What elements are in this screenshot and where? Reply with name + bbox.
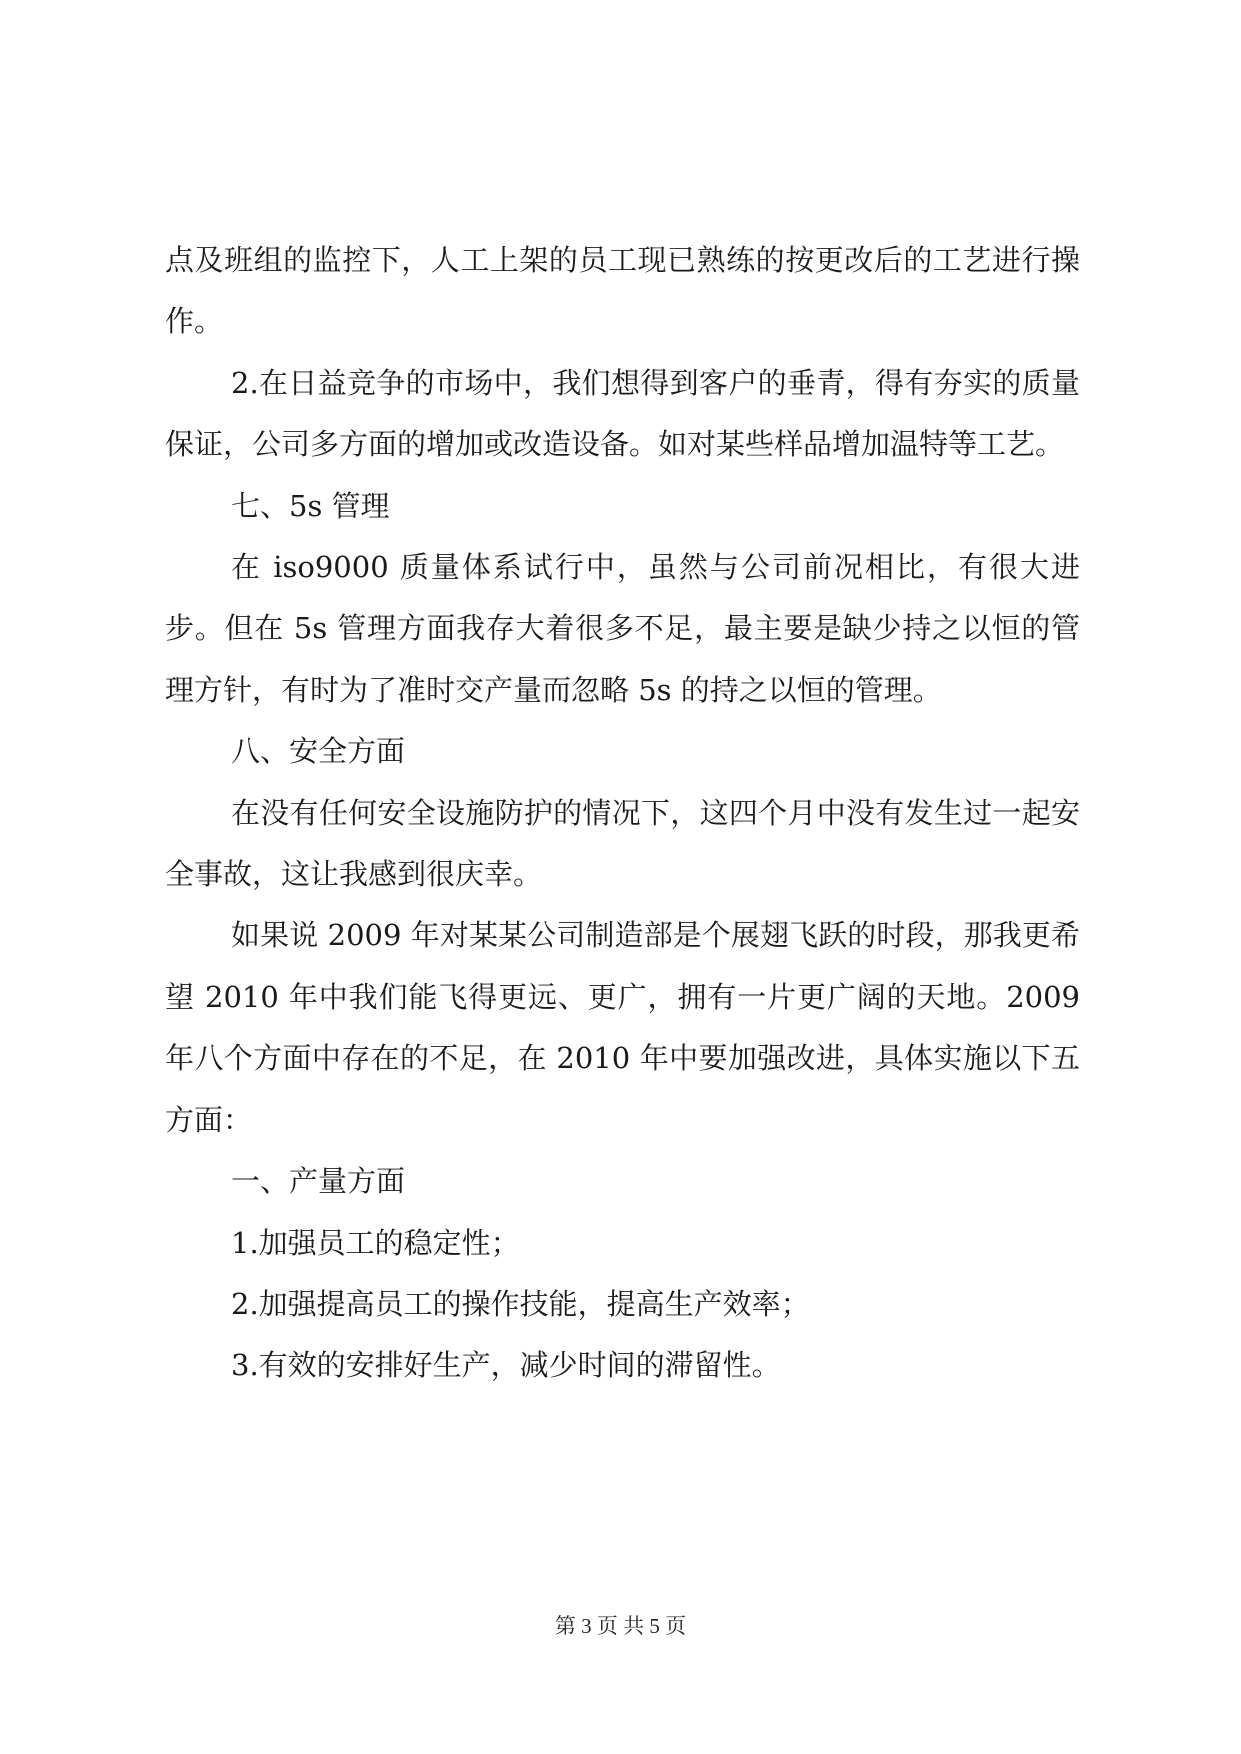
paragraph-item-2-equipment: 2.在日益竞争的市场中，我们想得到客户的垂青，得有夯实的质量保证，公司多方面的增加或改造设备。如对某些样品增加温特等工艺。 bbox=[165, 365, 1080, 462]
list-item-3: 3.有效的安排好生产，减少时间的滞留性。 bbox=[231, 1348, 781, 1383]
paragraph-5s-management: 在 iso9000 质量体系试行中，虽然与公司前况相比，有很大进步。但在 5s 管理方面我存大着很多不足，最主要是缺少持之以恒的管理方针，有时为了准时交产量而忽略 5s 的持之以恒的管理。 bbox=[165, 550, 1080, 707]
section-heading-safety: 八、安全方面 bbox=[231, 734, 406, 769]
paragraph-continuation: 点及班组的监控下，人工上架的员工现已熟练的按更改后的工艺进行操作。 bbox=[165, 243, 1080, 339]
section-heading-output: 一、产量方面 bbox=[231, 1164, 406, 1199]
list-item-1: 1.加强员工的稳定性； bbox=[231, 1225, 520, 1260]
document-body bbox=[165, 230, 1080, 1397]
page-number-footer: 第 3 页 共 5 页 bbox=[554, 1614, 687, 1638]
paragraph-safety: 在没有任何安全设施防护的情况下，这四个月中没有发生过一起安全事故，这让我感到很庆幸。 bbox=[165, 795, 1080, 892]
list-item-2: 2.加强提高员工的操作技能，提高生产效率； bbox=[231, 1286, 810, 1321]
paragraph-outlook-2010: 如果说 2009 年对某某公司制造部是个展翅飞跃的时段，那我更希望 2010 年中我们能飞得更远、更广，拥有一片更广阔的天地。2009 年八个方面中存在的不足，在 2010 年中要加强改进，具体实施以下五方面： bbox=[165, 918, 1080, 1137]
section-heading-5s: 七、5s 管理 bbox=[231, 488, 390, 523]
